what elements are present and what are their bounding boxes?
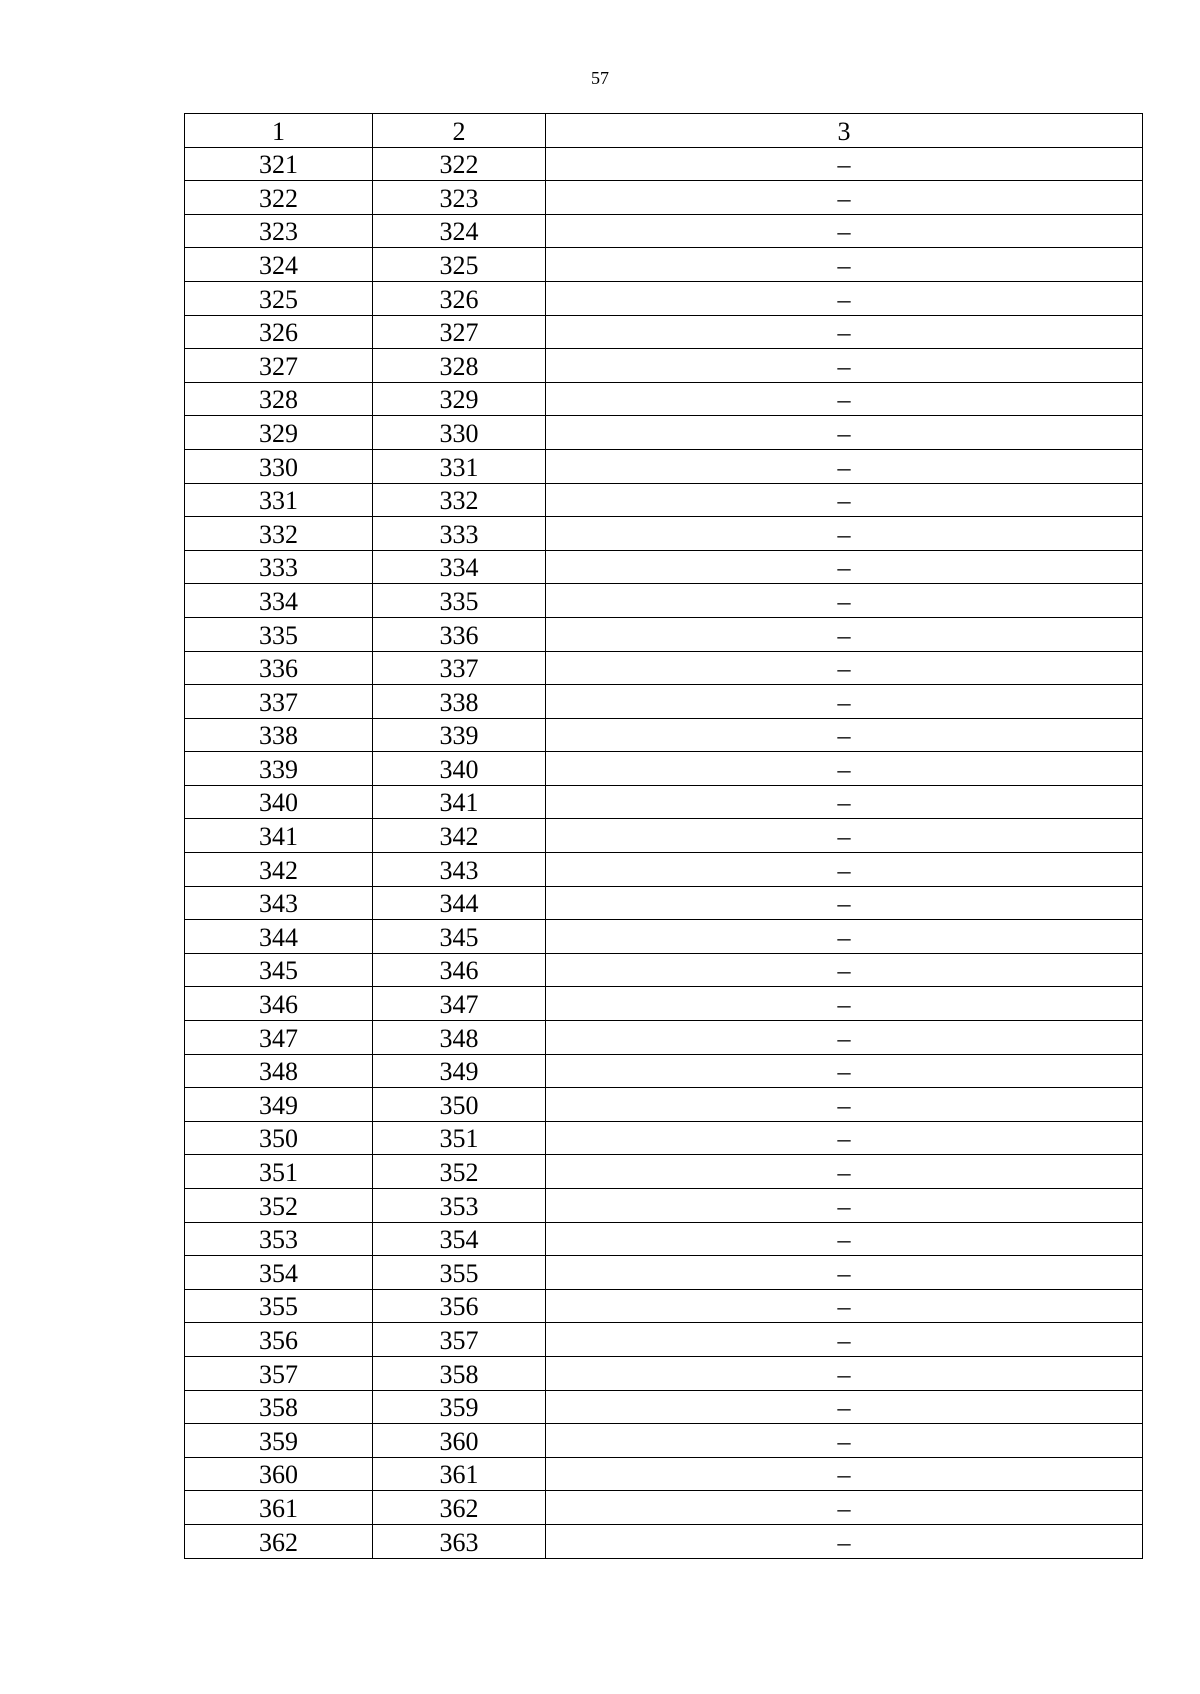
table-row	[185, 147, 1143, 181]
table-cell-col-1: 334	[185, 584, 373, 618]
table-cell-col-3: –	[546, 651, 1143, 685]
table-cell-col-2: 332	[373, 483, 546, 517]
table-cell-col-1: 322	[185, 181, 373, 215]
table-cell-col-3: –	[546, 953, 1143, 987]
table-cell-col-2: 338	[373, 685, 546, 719]
table-row	[185, 1356, 1143, 1390]
table-row	[185, 1054, 1143, 1088]
table-row	[185, 886, 1143, 920]
table-cell-col-2: 337	[373, 651, 546, 685]
table-cell-col-1: 328	[185, 382, 373, 416]
table-cell-col-3: –	[546, 349, 1143, 383]
table-row	[185, 1323, 1143, 1357]
table-row	[185, 584, 1143, 618]
table-cell-col-2: 357	[373, 1323, 546, 1357]
table-cell-col-1: 327	[185, 349, 373, 383]
table-cell-col-2: 362	[373, 1491, 546, 1525]
table-row	[185, 819, 1143, 853]
table-cell-col-2: 349	[373, 1054, 546, 1088]
table-cell-col-3: –	[546, 920, 1143, 954]
table-cell-col-1: 337	[185, 685, 373, 719]
table-cell-col-1: 341	[185, 819, 373, 853]
table-row	[185, 281, 1143, 315]
table-row	[185, 1256, 1143, 1290]
column-header-3: 3	[546, 114, 1143, 148]
table-cell-col-1: 338	[185, 718, 373, 752]
table-row	[185, 651, 1143, 685]
table-row	[185, 853, 1143, 887]
table-cell-col-1: 329	[185, 416, 373, 450]
table-cell-col-2: 333	[373, 517, 546, 551]
table-cell-col-1: 354	[185, 1256, 373, 1290]
table-row	[185, 1424, 1143, 1458]
table-row	[185, 1491, 1143, 1525]
table-cell-col-1: 361	[185, 1491, 373, 1525]
table-row	[185, 752, 1143, 786]
table-cell-col-3: –	[546, 181, 1143, 215]
table-row	[185, 382, 1143, 416]
table-cell-col-3: –	[546, 1088, 1143, 1122]
table-cell-col-3: –	[546, 1457, 1143, 1491]
table-cell-col-2: 356	[373, 1289, 546, 1323]
table-cell-col-2: 343	[373, 853, 546, 887]
table-row	[185, 449, 1143, 483]
table-row	[185, 1121, 1143, 1155]
table-cell-col-1: 355	[185, 1289, 373, 1323]
table-cell-col-2: 363	[373, 1524, 546, 1558]
table-cell-col-2: 348	[373, 1021, 546, 1055]
table-cell-col-3: –	[546, 315, 1143, 349]
table-cell-col-3: –	[546, 1155, 1143, 1189]
table-cell-col-1: 332	[185, 517, 373, 551]
table-cell-col-3: –	[546, 1390, 1143, 1424]
table-cell-col-1: 325	[185, 281, 373, 315]
table-cell-col-3: –	[546, 1323, 1143, 1357]
table-cell-col-3: –	[546, 853, 1143, 887]
table-cell-col-1: 348	[185, 1054, 373, 1088]
table-cell-col-3: –	[546, 416, 1143, 450]
table-row	[185, 349, 1143, 383]
table-cell-col-2: 354	[373, 1222, 546, 1256]
table-row	[185, 718, 1143, 752]
table-row	[185, 1390, 1143, 1424]
table-cell-col-3: –	[546, 685, 1143, 719]
table-row	[185, 1222, 1143, 1256]
table-row	[185, 920, 1143, 954]
table-cell-col-3: –	[546, 718, 1143, 752]
table-cell-col-1: 326	[185, 315, 373, 349]
table-cell-col-2: 339	[373, 718, 546, 752]
table-row	[185, 517, 1143, 551]
table-cell-col-1: 339	[185, 752, 373, 786]
table-cell-col-2: 334	[373, 550, 546, 584]
table-row	[185, 315, 1143, 349]
table-cell-col-3: –	[546, 1121, 1143, 1155]
table-cell-col-2: 329	[373, 382, 546, 416]
table-row	[185, 785, 1143, 819]
table-cell-col-1: 345	[185, 953, 373, 987]
table-cell-col-3: –	[546, 1189, 1143, 1223]
table-cell-col-1: 321	[185, 147, 373, 181]
table-cell-col-2: 345	[373, 920, 546, 954]
table-cell-col-3: –	[546, 1289, 1143, 1323]
table-row	[185, 1088, 1143, 1122]
data-table	[184, 113, 1143, 1559]
table-cell-col-3: –	[546, 785, 1143, 819]
table-cell-col-1: 335	[185, 617, 373, 651]
table-cell-col-1: 340	[185, 785, 373, 819]
table-row	[185, 953, 1143, 987]
table-cell-col-1: 352	[185, 1189, 373, 1223]
table-row	[185, 1289, 1143, 1323]
table-row	[185, 1524, 1143, 1558]
table-cell-col-1: 360	[185, 1457, 373, 1491]
table-cell-col-3: –	[546, 584, 1143, 618]
table-cell-col-1: 336	[185, 651, 373, 685]
table-cell-col-1: 356	[185, 1323, 373, 1357]
table-cell-col-2: 341	[373, 785, 546, 819]
table-cell-col-3: –	[546, 147, 1143, 181]
table-row	[185, 685, 1143, 719]
table-cell-col-1: 330	[185, 449, 373, 483]
table-cell-col-1: 331	[185, 483, 373, 517]
table-row	[185, 987, 1143, 1021]
column-header-1: 1	[185, 114, 373, 148]
table-cell-col-2: 346	[373, 953, 546, 987]
table-cell-col-3: –	[546, 281, 1143, 315]
table-cell-col-3: –	[546, 1424, 1143, 1458]
table-cell-col-2: 324	[373, 214, 546, 248]
table-row	[185, 416, 1143, 450]
table-cell-col-1: 323	[185, 214, 373, 248]
table-cell-col-3: –	[546, 1054, 1143, 1088]
table-cell-col-1: 353	[185, 1222, 373, 1256]
table-cell-col-3: –	[546, 483, 1143, 517]
table-cell-col-1: 343	[185, 886, 373, 920]
table-cell-col-2: 340	[373, 752, 546, 786]
table-cell-col-3: –	[546, 248, 1143, 282]
table-cell-col-2: 322	[373, 147, 546, 181]
table-cell-col-2: 353	[373, 1189, 546, 1223]
table-cell-col-1: 344	[185, 920, 373, 954]
page-number: 57	[591, 68, 609, 88]
table-row	[185, 1021, 1143, 1055]
table-cell-col-3: –	[546, 1222, 1143, 1256]
table-cell-col-1: 357	[185, 1356, 373, 1390]
table-cell-col-2: 335	[373, 584, 546, 618]
table-cell-col-2: 350	[373, 1088, 546, 1122]
table-cell-col-1: 324	[185, 248, 373, 282]
table-header-row	[185, 114, 1143, 148]
table-cell-col-3: –	[546, 382, 1143, 416]
table-cell-col-2: 360	[373, 1424, 546, 1458]
table-cell-col-2: 355	[373, 1256, 546, 1290]
table-cell-col-2: 347	[373, 987, 546, 1021]
table-cell-col-1: 333	[185, 550, 373, 584]
table-cell-col-1: 359	[185, 1424, 373, 1458]
table-cell-col-1: 358	[185, 1390, 373, 1424]
table-cell-col-3: –	[546, 752, 1143, 786]
table-row	[185, 214, 1143, 248]
table-cell-col-2: 351	[373, 1121, 546, 1155]
table-cell-col-2: 331	[373, 449, 546, 483]
table-cell-col-3: –	[546, 1524, 1143, 1558]
table-cell-col-2: 326	[373, 281, 546, 315]
table-cell-col-3: –	[546, 1491, 1143, 1525]
table-row	[185, 1189, 1143, 1223]
table-cell-col-3: –	[546, 1356, 1143, 1390]
table-cell-col-2: 325	[373, 248, 546, 282]
table-cell-col-3: –	[546, 449, 1143, 483]
table-cell-col-3: –	[546, 517, 1143, 551]
table-cell-col-1: 351	[185, 1155, 373, 1189]
table-cell-col-2: 361	[373, 1457, 546, 1491]
table-row	[185, 248, 1143, 282]
table-cell-col-1: 350	[185, 1121, 373, 1155]
table-cell-col-3: –	[546, 550, 1143, 584]
table-cell-col-2: 330	[373, 416, 546, 450]
table-cell-col-3: –	[546, 1021, 1143, 1055]
table-cell-col-3: –	[546, 987, 1143, 1021]
table-cell-col-3: –	[546, 819, 1143, 853]
table-cell-col-2: 336	[373, 617, 546, 651]
table-cell-col-2: 342	[373, 819, 546, 853]
table-cell-col-2: 344	[373, 886, 546, 920]
table-cell-col-1: 347	[185, 1021, 373, 1055]
table-row	[185, 1155, 1143, 1189]
table-row	[185, 550, 1143, 584]
table-cell-col-2: 359	[373, 1390, 546, 1424]
column-header-2: 2	[373, 114, 546, 148]
table-cell-col-3: –	[546, 214, 1143, 248]
table-cell-col-1: 349	[185, 1088, 373, 1122]
table-container	[184, 113, 1142, 1559]
table-cell-col-1: 342	[185, 853, 373, 887]
table-cell-col-2: 323	[373, 181, 546, 215]
table-cell-col-3: –	[546, 617, 1143, 651]
table-cell-col-2: 327	[373, 315, 546, 349]
table-row	[185, 617, 1143, 651]
table-body	[185, 114, 1143, 1559]
table-cell-col-3: –	[546, 1256, 1143, 1290]
table-cell-col-1: 362	[185, 1524, 373, 1558]
table-row	[185, 1457, 1143, 1491]
table-cell-col-2: 358	[373, 1356, 546, 1390]
table-row	[185, 181, 1143, 215]
table-cell-col-2: 328	[373, 349, 546, 383]
table-cell-col-2: 352	[373, 1155, 546, 1189]
table-cell-col-1: 346	[185, 987, 373, 1021]
table-cell-col-3: –	[546, 886, 1143, 920]
table-row	[185, 483, 1143, 517]
